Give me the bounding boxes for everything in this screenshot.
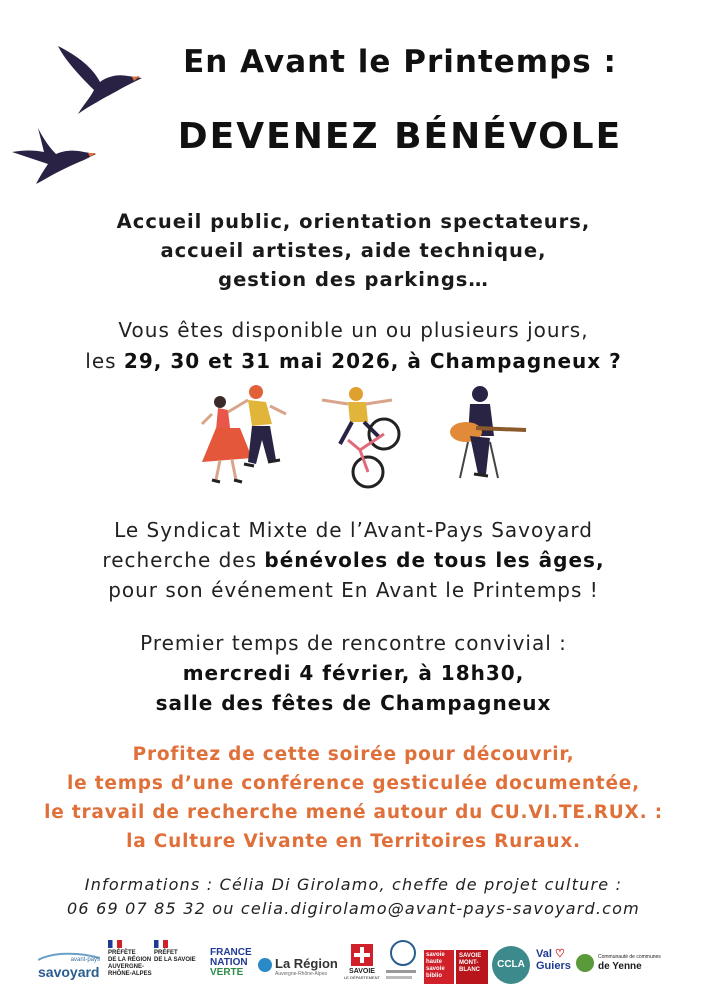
syndicat-line: pour son événement En Avant le Printemps ! <box>108 578 599 602</box>
availability-line: Vous êtes disponible un ou plusieurs jours, <box>118 318 589 342</box>
availability-text <box>0 315 707 377</box>
logo-savoie-mont-blanc: SAVOIE MONT- BLANC <box>456 950 488 984</box>
page-headline: DEVENEZ BÉNÉVOLE <box>177 116 623 157</box>
logo-yenne: Communauté de communes de Yenne <box>576 952 666 984</box>
yenne-leaf-icon <box>576 954 594 972</box>
availability-dates-line: les 29, 30 et 31 mai 2026, à Champagneux ? <box>85 349 622 373</box>
logo-savoie-biblio: savoie haute savoie biblio <box>424 950 454 984</box>
logo-ccla: CCLA <box>492 946 530 984</box>
partner-logos <box>30 938 680 990</box>
task-line: Accueil public, orientation spectateurs, <box>116 210 591 233</box>
meeting-date: mercredi 4 février, à 18h30, <box>182 661 525 685</box>
logo-prefete-region: PRÉFÈTE DE LA RÉGION AUVERGNE- RHÔNE-ALPES <box>108 940 156 988</box>
logo-savoie-departement: SAVOIE LE DÉPARTEMENT <box>342 944 382 988</box>
contact-info <box>0 873 707 921</box>
logo-avant-pays-savoyard: avant-pays savoyard <box>38 952 100 984</box>
tasks-list <box>0 207 707 294</box>
cyclist-illustration <box>322 387 399 487</box>
conference-line: le travail de recherche mené autour du CU.VI.TE.RUX. : <box>44 802 663 823</box>
conference-text <box>0 740 707 856</box>
page-title: En Avant le Printemps : <box>183 44 617 80</box>
region-icon <box>258 958 272 972</box>
meeting-place: salle des fêtes de Champagneux <box>155 691 552 715</box>
savoie-cross-icon <box>351 944 373 966</box>
illustration <box>190 380 530 495</box>
event-dates: 29, 30 et 31 mai 2026, à Champagneux ? <box>123 349 622 373</box>
logo-prefet-savoie: PRÉFET DE LA SAVOIE <box>154 940 202 988</box>
conference-line: le temps d’une conférence gesticulée documentée, <box>67 773 640 794</box>
volunteers-highlight: bénévoles de tous les âges, <box>264 548 605 572</box>
meeting-intro: Premier temps de rencontre convivial : <box>140 631 567 655</box>
marianne-icon <box>108 940 122 948</box>
contact-details[interactable]: 06 69 07 85 32 ou celia.digirolamo@avant-pays-savoyard.com <box>67 899 640 918</box>
task-line: gestion des parkings… <box>218 268 489 291</box>
logo-val-guiers: Val ♡ Guiers <box>536 948 571 972</box>
marianne-icon <box>154 940 168 948</box>
guitarist-illustration <box>450 386 526 478</box>
swallow-icon <box>10 120 100 190</box>
syndicat-line: Le Syndicat Mixte de l’Avant-Pays Savoyard <box>114 518 593 542</box>
dancers-illustration <box>202 385 286 482</box>
meeting-text <box>0 628 707 718</box>
heart-icon: ♡ <box>554 948 565 960</box>
conference-line: la Culture Vivante en Territoires Ruraux. <box>126 831 581 852</box>
syndicat-line: recherche des bénévoles de tous les âges, <box>102 548 605 572</box>
logo-france-nation-verte: FRANCE NATION VERTE <box>210 947 252 978</box>
conference-line: Profitez de cette soirée pour découvrir, <box>132 744 575 765</box>
syndicat-text <box>0 515 707 605</box>
logo-education-icon <box>386 940 420 984</box>
contact-person: Informations : Célia Di Girolamo, cheffe de projet culture : <box>84 875 623 894</box>
logo-la-region: La Région Auvergne-Rhône-Alpes <box>258 956 336 986</box>
task-line: accueil artistes, aide technique, <box>160 239 547 262</box>
